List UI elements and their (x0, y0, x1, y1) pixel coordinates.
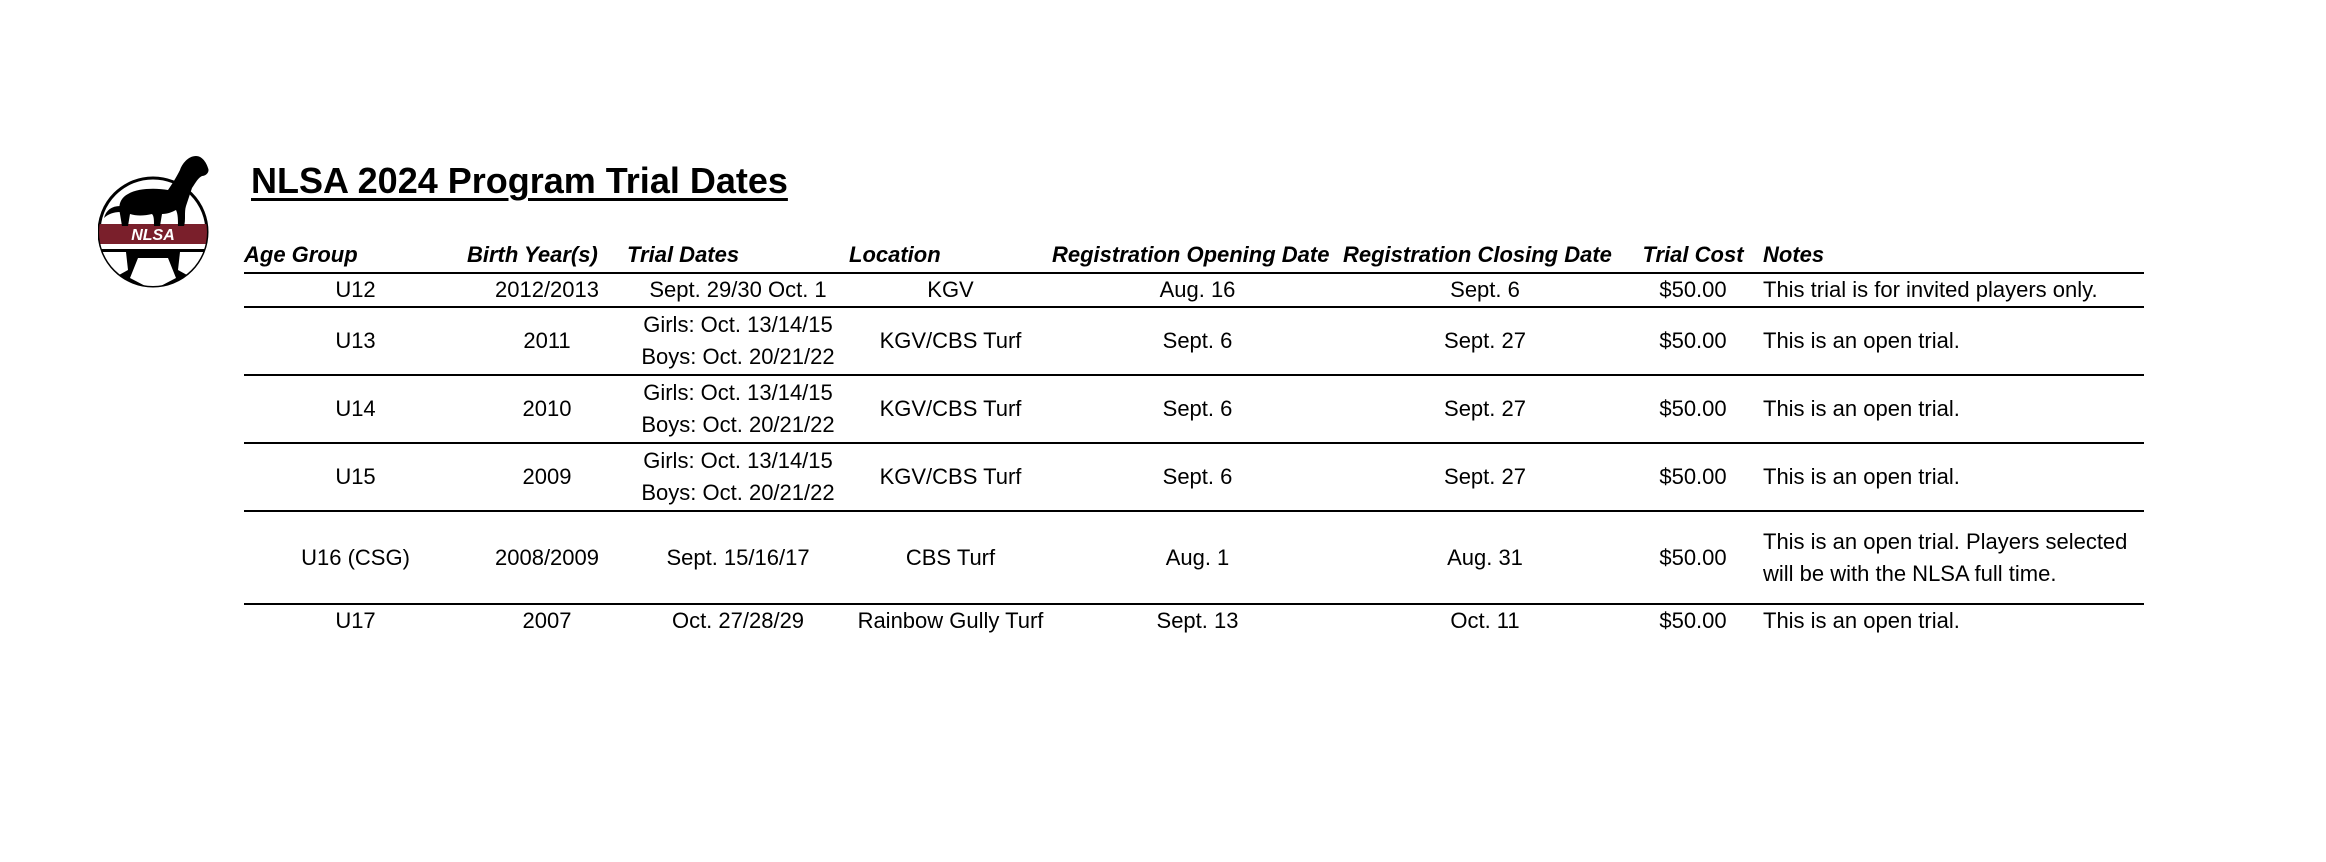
cell-age-group: U13 (335, 328, 376, 353)
header-registration-close: Registration Closing Date (1343, 242, 1612, 267)
table-row (244, 605, 2144, 637)
cell-trial-cost: $50.00 (1659, 544, 1727, 570)
cell-location: KGV/CBS Turf (879, 328, 1022, 353)
nlsa-logo (98, 148, 218, 290)
cell-registration-open: Aug. 16 (1159, 277, 1236, 302)
cell-notes: This is an open trial. (1763, 328, 1960, 353)
cell-notes: This is an open trial. (1763, 464, 1960, 489)
cell-registration-close: Oct. 11 (1450, 608, 1520, 633)
header-age-group: Age Group (244, 242, 358, 267)
cell-age-group: U14 (335, 396, 376, 421)
trial-dates-girls: Girls: Oct. 13/14/15 (643, 380, 833, 405)
header-trial-dates: Trial Dates (627, 242, 740, 267)
cell-location: Rainbow Gully Turf (857, 608, 1044, 633)
cell-registration-open: Sept. 6 (1162, 396, 1233, 421)
cell-age-group: U17 (335, 608, 376, 633)
cell-notes: This is an open trial. (1763, 396, 1960, 421)
table-row (244, 308, 2144, 376)
cell-trial-dates (627, 377, 849, 441)
cell-registration-close: Sept. 27 (1444, 464, 1526, 489)
cell-birth-years: 2007 (522, 608, 572, 633)
cell-age-group: U15 (335, 464, 376, 489)
cell-trial-dates: Oct. 27/28/29 (671, 608, 805, 633)
trial-dates-girls: Girls: Oct. 13/14/15 (643, 312, 833, 337)
cell-registration-open: Sept. 6 (1162, 328, 1233, 353)
page-title: NLSA 2024 Program Trial Dates (251, 160, 788, 201)
trial-dates-boys: Boys: Oct. 20/21/22 (641, 344, 835, 369)
table-row (244, 274, 2144, 308)
cell-trial-cost: $50.00 (1659, 328, 1727, 353)
header-birth-years: Birth Year(s) (467, 242, 598, 267)
cell-trial-cost: $50.00 (1659, 277, 1727, 302)
trial-dates-boys: Boys: Oct. 20/21/22 (641, 412, 835, 437)
cell-location: KGV (927, 277, 974, 302)
cell-birth-years: 2012/2013 (495, 277, 599, 302)
cell-notes: This trial is for invited players only. (1763, 277, 2098, 302)
cell-registration-close: Sept. 27 (1444, 328, 1526, 353)
header-notes: Notes (1763, 242, 1825, 267)
cell-trial-dates: Sept. 15/16/17 (666, 544, 810, 570)
cell-age-group: U16 (CSG) (301, 544, 410, 570)
header-registration-open: Registration Opening Date (1052, 242, 1330, 267)
cell-trial-dates (627, 445, 849, 509)
cell-registration-open: Aug. 1 (1165, 544, 1230, 570)
cell-birth-years: 2011 (523, 328, 571, 353)
trial-dates-table (244, 238, 2144, 637)
table-row (244, 512, 2144, 605)
table-row (244, 444, 2144, 512)
cell-location: KGV/CBS Turf (879, 396, 1022, 421)
cell-registration-open: Sept. 6 (1162, 464, 1233, 489)
header-location: Location (849, 242, 941, 267)
cell-registration-close: Sept. 6 (1450, 277, 1520, 302)
cell-registration-close: Aug. 31 (1447, 544, 1523, 570)
dog-soccer-ball-icon (98, 148, 218, 290)
cell-trial-cost: $50.00 (1659, 464, 1727, 489)
trial-dates-boys: Boys: Oct. 20/21/22 (641, 480, 835, 505)
cell-trial-dates (627, 309, 849, 373)
cell-trial-cost: $50.00 (1659, 396, 1727, 421)
cell-notes: This is an open trial. Players selected will be with the NLSA full time. (1763, 528, 2128, 586)
cell-notes: This is an open trial. (1763, 608, 1960, 633)
cell-registration-open: Sept. 13 (1156, 608, 1239, 633)
cell-trial-cost: $50.00 (1659, 608, 1727, 633)
cell-birth-years: 2010 (522, 396, 572, 421)
cell-registration-close: Sept. 27 (1444, 396, 1526, 421)
cell-birth-years: 2008/2009 (495, 544, 599, 570)
header-trial-cost: Trial Cost (1642, 242, 1744, 267)
logo-text: NLSA (131, 227, 175, 244)
trial-dates-girls: Girls: Oct. 13/14/15 (643, 448, 833, 473)
table-row (244, 376, 2144, 444)
cell-trial-dates: Sept. 29/30 Oct. 1 (649, 277, 827, 302)
cell-age-group: U12 (335, 277, 376, 302)
cell-location: KGV/CBS Turf (879, 464, 1022, 489)
cell-birth-years: 2009 (522, 464, 572, 489)
cell-location: CBS Turf (905, 544, 996, 570)
table-header (244, 238, 2144, 274)
